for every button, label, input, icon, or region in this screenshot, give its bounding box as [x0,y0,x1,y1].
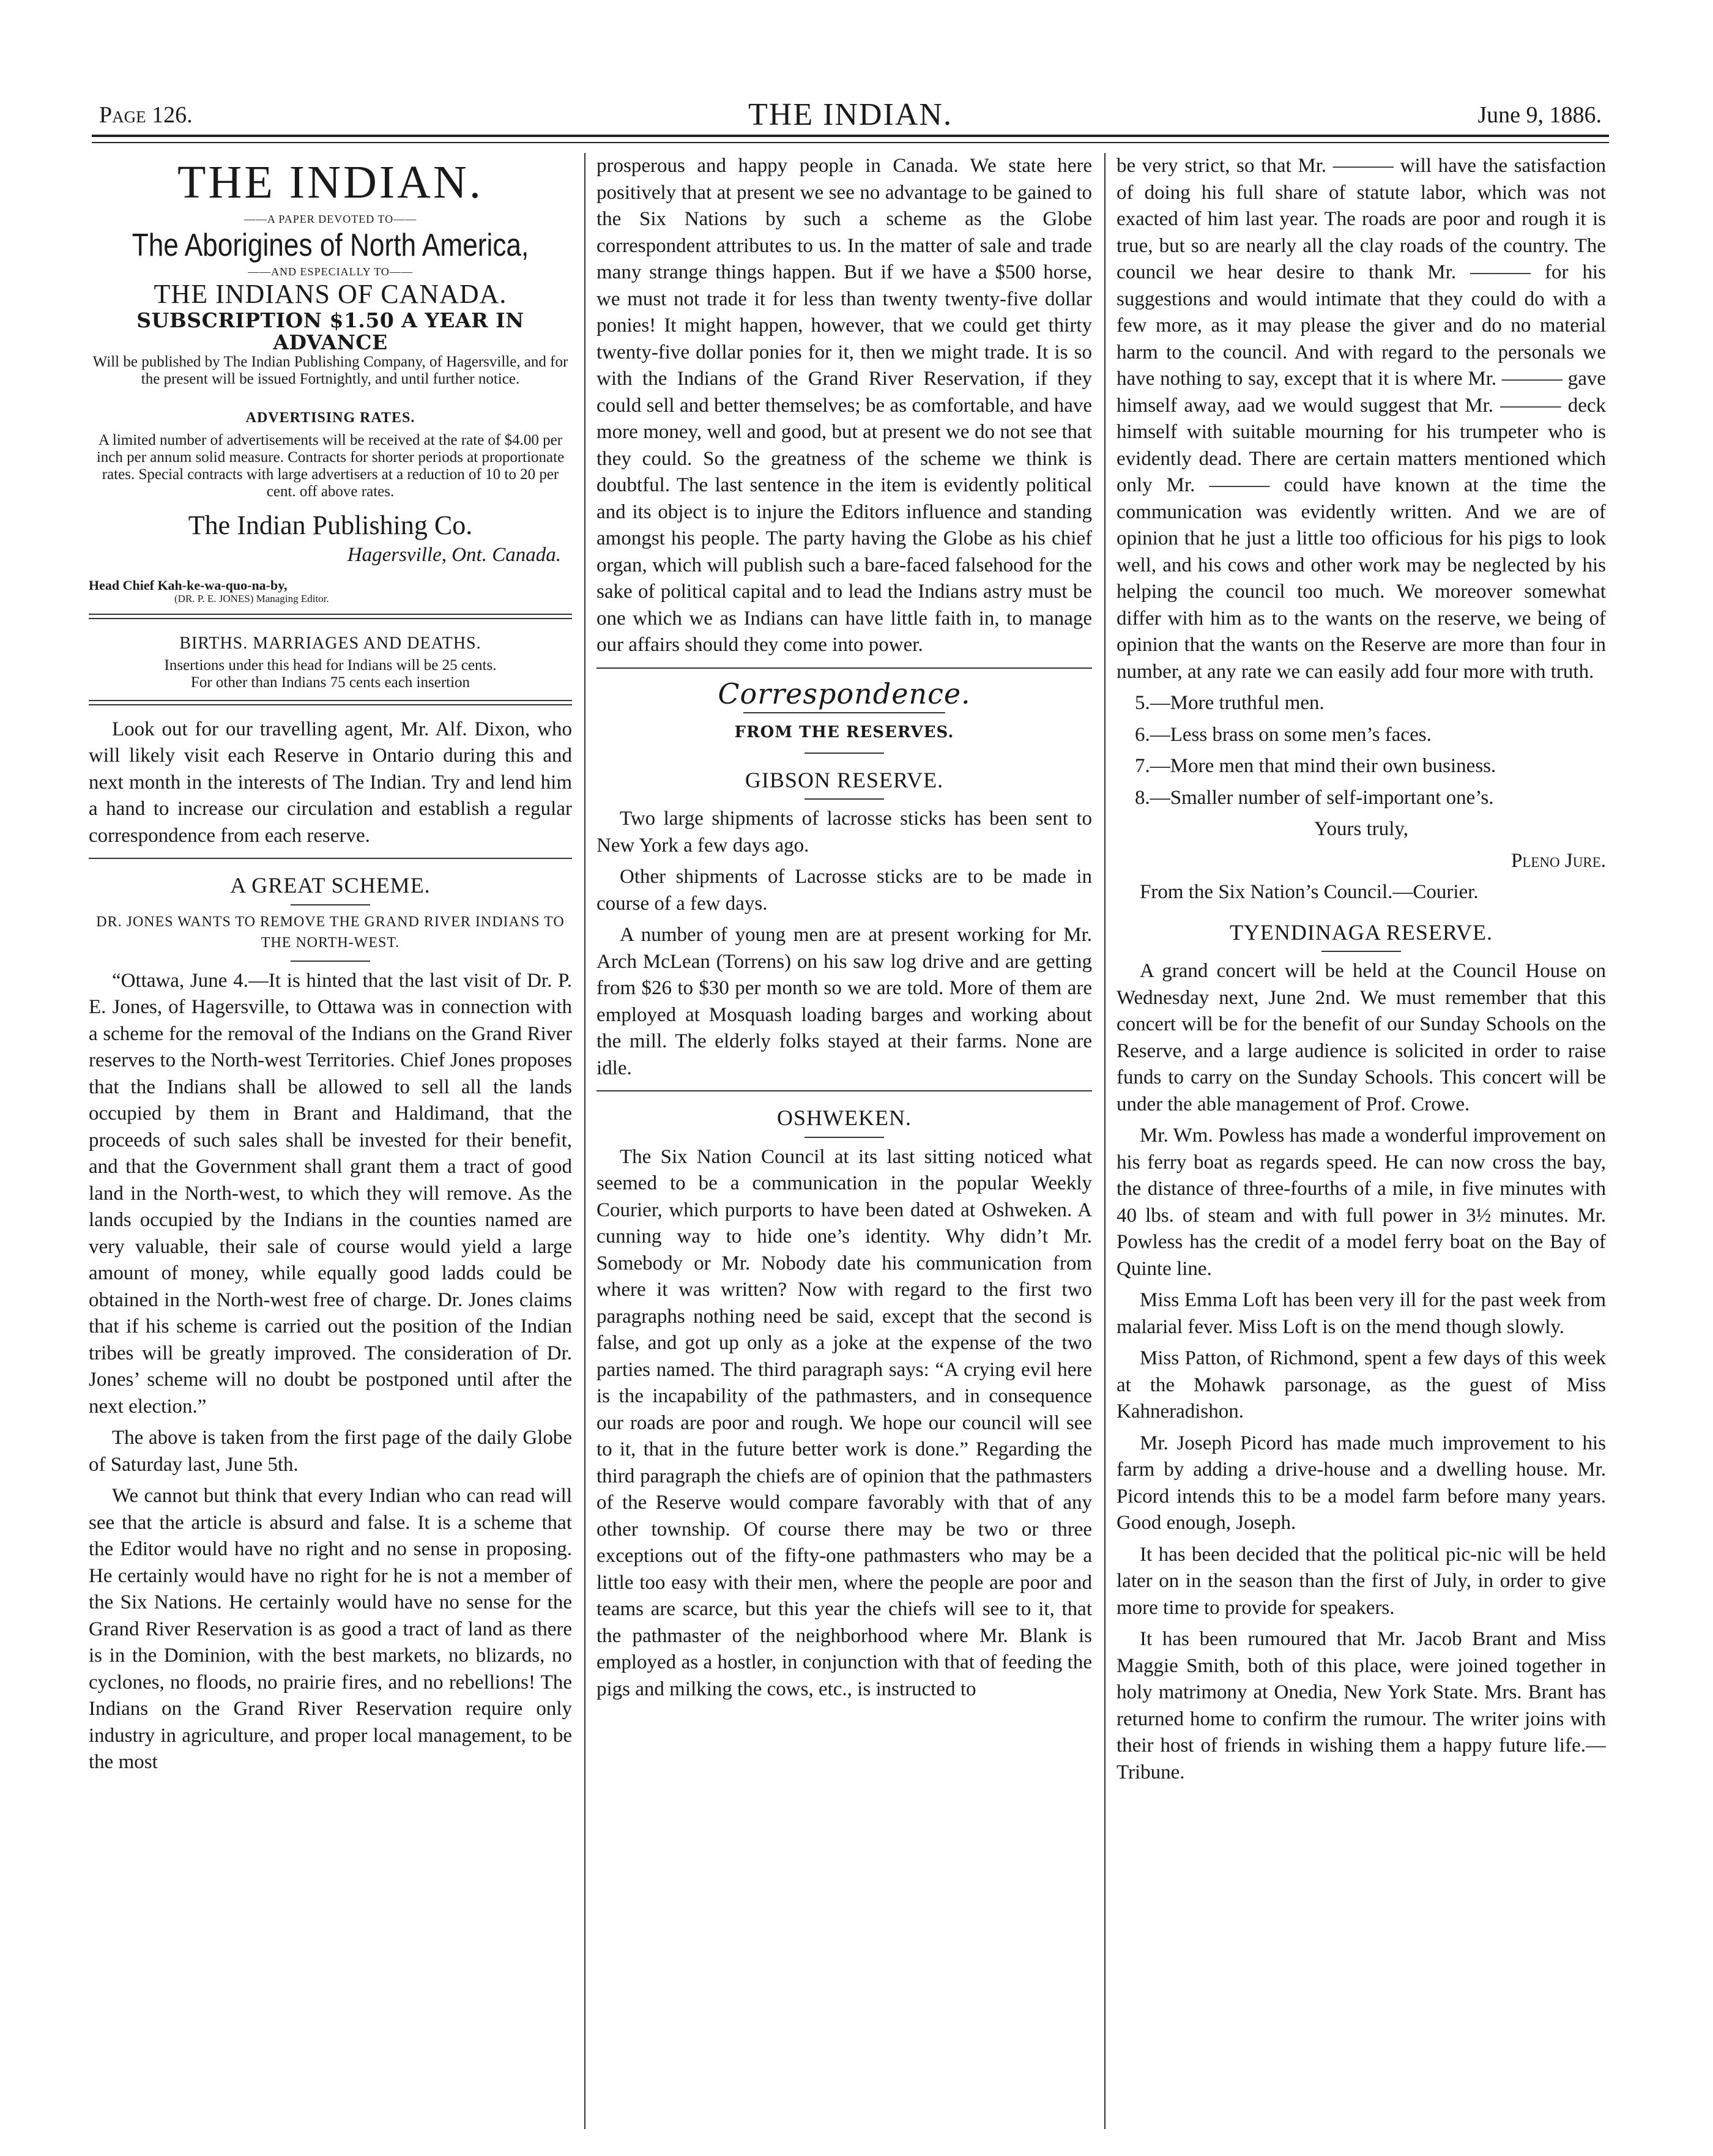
scheme-paragraph: We cannot but think that every Indian who can read will see that the article is absurd and false. It is a scheme that the Editor would have no right and no sense in proposing. He certainly would have no right for he is not a member of the Six Nations. He certainly would have no sense for the Grand River Reservation is as good a tract of land as there is in the Dominion, with the best markets, no blizards, no cyclones, no floods, no prairie fires, and no rebellions! The Indians on the Grand River Reservation require only industry in agriculture, and proper local management, to be the most [89,1485,572,1773]
masthead [89,158,572,705]
column-1 [89,153,572,2129]
divider [596,667,1092,669]
scheme-paragraph: “Ottawa, June 4.—It is hinted that the last visit of Dr. P. E. Jones, of Hagersville, to Ottawa was in connection with a scheme for the removal of the Indians on the Grand River reserves to the North-west Territories. Chief Jones proposes that the Indians shall be allowed to sell all the lands occupied by them in Brant and Haldimand, that the proceeds of such sales shall be invested for their benefit, and that the Government shall grant them a tract of good land in the North-west, to which they will remove. As the lands occupied by the Indians in the counties named are very valuable, their sale of course would yield a large amount of money, while equally good ladds could be obtained in the North-west free of charge. Dr. Jones claims that if his scheme is carried out the position of the Indian tribes will be greatly improved. The consideration of Dr. Jones’ scheme will no doubt be postponed until after the next election.” [89,969,572,1418]
publisher-name: The Indian Publishing Co. [188,510,473,540]
column-2 [596,153,1092,2129]
divider [89,858,572,859]
scheme-paragraph: The above is taken from the first page of the daily Globe of Saturday last, June 5th. [89,1427,572,1476]
scheme-subheading: DR. JONES WANTS TO REMOVE THE GRAND RIVER INDIANS TO THE NORTH-WEST. [96,913,565,951]
divider [596,1090,1092,1091]
divider [1321,951,1401,952]
advertising-text: A limited number of advertisements will be received at the rate of $4.00 per inch per annum solid measure. Contracts for shorter periods at proportionate rates. Special contracts with large advertisers at a reduction of 10 to 20 per cent. off above rates. [96,431,565,500]
oshweken-heading: OSHWEKEN. [777,1106,912,1130]
bmd-heading: BIRTHS. MARRIAGES AND DEATHS. [179,634,481,653]
advertising-heading: ADVERTISING RATES. [245,410,415,426]
scheme-heading: A GREAT SCHEME. [230,873,431,898]
correspondence-heading: Correspondence. [718,677,971,710]
bmd-rate-others: For other than Indians 75 cents each insertion [190,674,470,691]
column-divider [584,153,585,2129]
divider [89,614,572,619]
tyendinaga-paragraph: Mr. Wm. Powless has made a wonderful improvement on his ferry boat as regards speed. He can now cross the bay, the distance of three-fourths of a mile, in five minutes with 40 lbs. of steam and with full power in 3½ minutes. Mr. Powless has the credit of a model ferry boat on the Bay of Quinte line. [1117,1124,1606,1280]
column-divider [1104,153,1105,2129]
publication-notice: Will be published by The Indian Publishing Company, of Hagersville, and for the present will be issued Fortnightly, and until further notice. [92,354,568,387]
oshweken-paragraph: The Six Nation Council at its last sitting noticed what seemed to be a communication in the popular Weekly Courier, which purports to have been dated at Oshweken. A cunning way to hide one’s identity. Why didn’t Mr. Somebody or Mr. Nobody date his communication from where it was written? Now with regard to the first two paragraphs nothing need be said, except that the second is false, and got up only as a joke at the expense of the two parties named. The third paragraph says: “A crying evil here is the incapability of the pathmasters, and in consequence our roads are poor and rough. We hope our council will see to it, that in the future better work is done.” Regarding the third paragraph the chiefs are of opinion that the pathmasters of the Reserve would compare favorably with that of any other township. Of course there may be two or three exceptions out of the fifty-one pathmasters who may be a little too easy with their men, where the people are poor and teams are scarce, but this year the chiefs will see to it, that the pathmaster of the neighborhood where Mr. Blank is employed as a hostler, in conjunction with that of feeding the pigs and milking the cows, etc., is instructed to [596,1145,1092,1700]
tyendinaga-paragraph: Miss Emma Loft has been very ill for the past week from malarial fever. Miss Loft is on the mend though slowly. [1117,1289,1606,1338]
masthead-title: THE INDIAN. [177,157,483,208]
page-header [92,92,1609,137]
divider [804,753,884,754]
editor-title: (DR. P. E. JONES) Managing Editor. [174,593,329,604]
masthead-canada: THE INDIANS OF CANADA. [154,279,507,309]
tyendinaga-paragraph: Miss Patton, of Richmond, spent a few days of this week at the Mohawk parsonage, as the guest of Miss Kahneradishon. [1117,1347,1606,1422]
divider [291,961,370,962]
masthead-especially: ——AND ESPECIALLY TO—— [248,266,413,278]
gibson-paragraph: A number of young men are at present working for Mr. Arch McLean (Torrens) on his saw log drive and are getting from $26 to $30 per month so we are told. More of them are employed at Mosquash loading barges and working about the mill. The elderly folks stayed at their farms. None are idle. [596,924,1092,1079]
publisher-location: Hagersville, Ont. Canada. [347,543,561,566]
subscription-line: SUBSCRIPTION $1.50 A YEAR IN ADVANCE [136,308,524,354]
editor-name: Head Chief Kah-ke-wa-quo-na-by, [89,578,288,593]
masthead-subtitle: The Aborigines of North America, [132,228,529,263]
divider [743,712,945,713]
tyendinaga-heading: TYENDINAGA RESERVE. [1229,920,1493,945]
divider [804,798,884,800]
list-item: 6.—Less brass on some men’s faces. [1135,723,1432,746]
bmd-rate-indians: Insertions under this head for Indians will be 25 cents. [164,656,497,674]
divider [804,1137,884,1138]
header-rule [92,142,1609,143]
agent-notice: Look out for our travelling agent, Mr. Alf. Dixon, who will likely visit each Reserve in Ontario during this and next month in the interests of The Indian. Try and lend him a hand to increase our circulation and establish a regular correspondence from each reserve. [89,718,572,847]
tyendinaga-paragraph: It has been decided that the political pic-nic will be held later on in the season than the first of July, in order to give more time to provide for speakers. [1117,1543,1606,1619]
issue-date: June 9, 1886. [1477,102,1602,128]
newspaper-title: THE INDIAN. [748,97,953,132]
list-item: 5.—More truthful men. [1135,692,1325,714]
letter-source: From the Six Nation’s Council.—Courier. [1140,881,1479,903]
gibson-paragraph: Two large shipments of lacrosse sticks has been sent to New York a few days ago. [596,808,1092,857]
gibson-paragraph: Other shipments of Lacrosse sticks are to be made in course of a few days. [596,866,1092,915]
divider [291,904,370,905]
list-item: 7.—More men that mind their own business. [1135,755,1496,777]
letter-signature: Pleno Jure. [1510,849,1606,872]
tyendinaga-paragraph: It has been rumoured that Mr. Jacob Brant and Miss Maggie Smith, both of this place, were joined together in holy matrimony at Onedia, New York State. Mrs. Brant has returned home to confirm the rumour. The writer joins with their host of friends in wishing them a happy future life.—Tribune. [1117,1628,1606,1783]
tyendinaga-paragraph: Mr. Joseph Picord has made much improvement to his farm by adding a drive-house and a dwelling house. Mr. Picord intends this to be a model farm before many years. Good enough, Joseph. [1117,1432,1606,1534]
column-3 [1117,153,1606,2129]
page-number: Page 126. [99,102,193,128]
from-reserves-heading: FROM THE RESERVES. [734,723,954,742]
tyendinaga-paragraph: A grand concert will be held at the Council House on Wednesday next, June 2nd. We must remember that this concert will be for the benefit of our Sunday Schools on the Reserve, and a large audience is solicited in order to raise funds to carry on the Sunday Schools. This concert will be under the able management of Prof. Crowe. [1117,960,1606,1115]
letter-closing: Yours truly, [1314,818,1409,840]
oshweken-continued: be very strict, so that Mr. ——— will have the satisfaction of doing his full share of statute labor, which was not exacted of him last year. The roads are poor and rough it is true, but so are nearly all the clay roads of the country. The council we hear desire to thank Mr. ——— for his suggestions and would intimate that they could do with a few more, as it may please the giver and do no material harm to the council. And with regard to the personals we have nothing to say, except that it is where Mr. ——— gave himself away, aad we would suggest that Mr. ——— deck himself with suitable mourning for his trumpeter who is evidently dead. There are certain matters mentioned which only Mr. ——— could have known at the time the communication was evidently written. And we are of opinion that he just a little too officious for his pigs to look well, and his cows and other work may be neglected by his helping the council too much. We moreover somewhat differ with him as to the wants on the reserve, we being of opinion that the wants on the Reserve are more than four in number, at any rate we can easily add four more with truth. [1117,155,1606,683]
divider [89,700,572,705]
masthead-devoted: ——A PAPER DEVOTED TO—— [243,213,417,225]
scheme-continued: prosperous and happy people in Canada. We state here positively that at present we see no advantage to be gained to the Six Nations by such a scheme as the Globe correspondent attributes to us. In the matter of sale and trade many strange things happen. But if we have a $500 horse, we must not trade it for less than twenty twenty-five dollar ponies! It might happen, however, that we could get thirty twenty-five dollar ponies for it, then we might trade. It is so with the Indians of the Grand River Reservation, if they could sell and better themselves; be as comfortable, and have more money, well and good, but at present we do not see that they could. So the greatness of the scheme we think is doubtful. The last sentence in the item is evidently political and its object is to injure the Editors influence and standing amongst his people. The party having the Globe as his chief organ, which will publish such a bare-faced falsehood for the sake of political capital and to lead the Indians astry must be one which we as Indians can have little faith in, to manage our affairs should they come into power. [596,155,1092,656]
gibson-heading: GIBSON RESERVE. [745,767,944,792]
list-item: 8.—Smaller number of self-important one’s. [1135,786,1494,809]
